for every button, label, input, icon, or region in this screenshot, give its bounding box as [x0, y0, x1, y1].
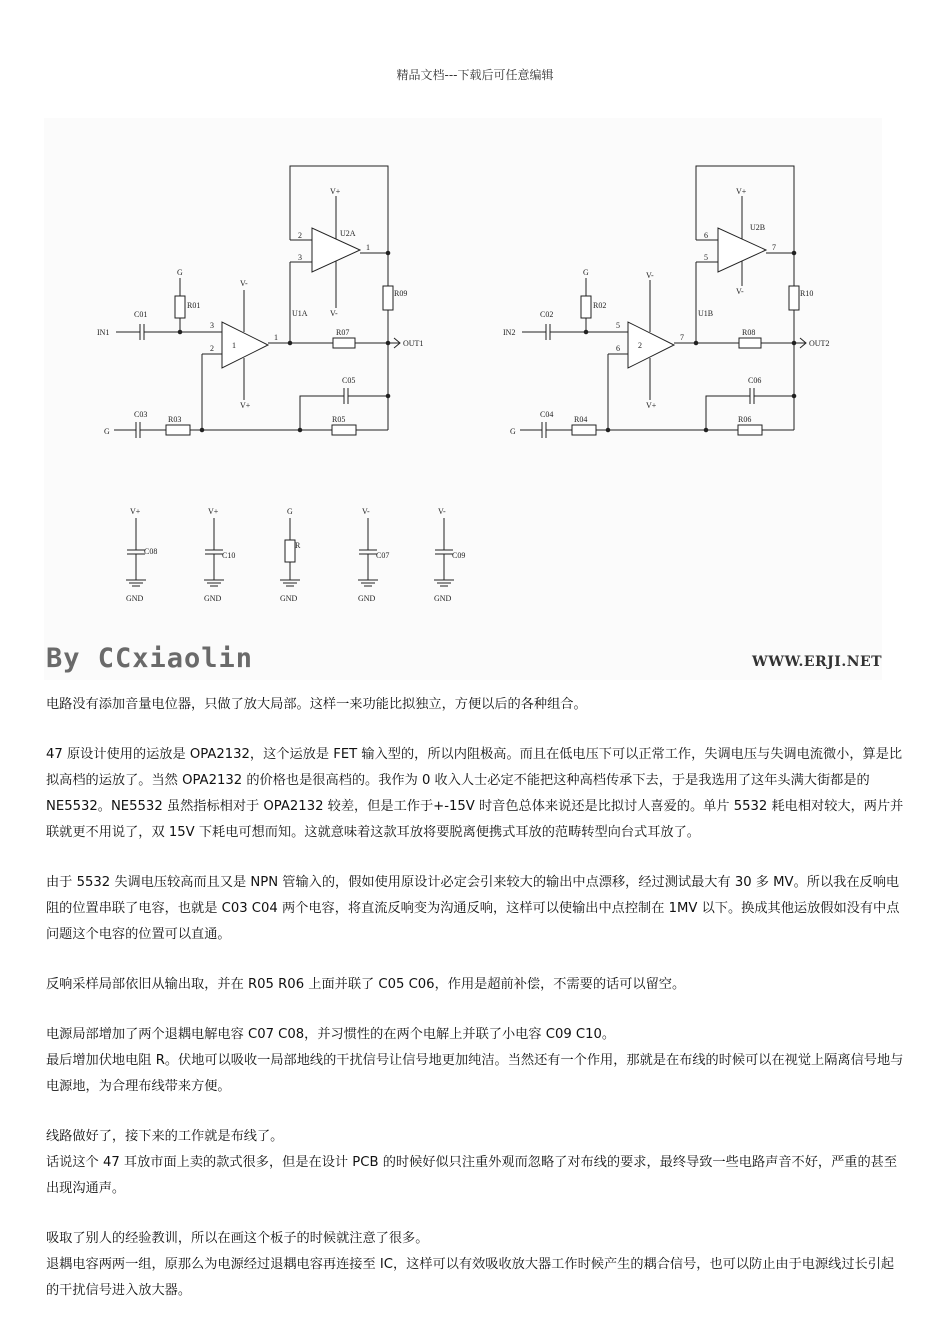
label-out2: OUT2	[809, 339, 830, 348]
label-vm-u2b: V-	[736, 287, 744, 296]
channel-1-amplifier	[114, 166, 400, 438]
supply-top-2: V+	[208, 507, 219, 516]
pin-u2b-b3: 5	[704, 253, 708, 262]
label-c03: C03	[134, 410, 148, 419]
label-g4: G	[510, 427, 516, 436]
channel-2-amplifier	[520, 166, 806, 438]
label-r08: R08	[742, 328, 756, 337]
supply-top-4: V-	[362, 507, 370, 516]
label-vm-u1: V-	[240, 279, 248, 288]
paragraph-gap	[46, 1202, 906, 1226]
paragraph: 由于 5532 失调电压较高而且又是 NPN 管输入的，假如使用原设计必定会引来较大的输出中点漂移，经过测试最大有 30 多 MV。所以我在反响电阻的位置串联了电容，也就是 C03 C04 两个电容，将直流反响变为沟通反响，这样可以使输出中点控制在 1MV 以下。换成其他运放假如没有中点问题这个电容的位置可以直通。	[46, 875, 900, 942]
pin-u1-a1: 1	[274, 333, 278, 342]
label-r06: R06	[738, 415, 752, 424]
label-r05: R05	[332, 415, 346, 424]
label-u2a: U2A	[340, 229, 356, 238]
label-in2: IN2	[503, 328, 516, 337]
supply-top-3: G	[287, 507, 293, 516]
label-r04: R04	[574, 415, 588, 424]
label-c01: C01	[134, 310, 148, 319]
label-in1: IN1	[97, 328, 110, 337]
supply-gnd-4: GND	[358, 594, 376, 603]
label-r09: R09	[394, 289, 408, 298]
paragraph: 退耦电容两两一组，原那么为电源经过退耦电容再连接至 IC，这样可以有效吸收放大器工作时候产生的耦合信号，也可以防止由于电源线过长引起的干扰信号进入放大器。	[46, 1257, 895, 1298]
label-vm-u2: V-	[330, 309, 338, 318]
pin-u1-a3: 3	[210, 321, 214, 330]
label-c04: C04	[540, 410, 554, 419]
label-c05: C05	[342, 376, 356, 385]
pin-u2-b1: 1	[366, 243, 370, 252]
pin-u2-b2: 2	[298, 231, 302, 240]
supply-part-5: C09	[452, 551, 466, 560]
label-r01: R01	[187, 301, 201, 310]
paragraph-gap	[46, 998, 906, 1022]
label-vp-u2: V+	[330, 187, 341, 196]
supply-top-5: V-	[438, 507, 446, 516]
page-header: 精品文档---下载后可任意编辑	[396, 68, 554, 82]
supply-top-1: V+	[130, 507, 141, 516]
label-g3: G	[583, 268, 589, 277]
label-u1b: U1B	[698, 309, 714, 318]
paragraph: 最后增加伏地电阻 R。伏地可以吸收一局部地线的干扰信号让信号地更加纯洁。当然还有一个作用，那就是在布线的时候可以在视觉上隔离信号地与电源地，为合理布线带来方便。	[46, 1053, 904, 1094]
supply-part-3: R	[295, 541, 301, 550]
supply-gnd-3: GND	[280, 594, 298, 603]
label-g2: G	[104, 427, 110, 436]
label-r10: R10	[800, 289, 814, 298]
label-r02: R02	[593, 301, 607, 310]
paragraph: 线路做好了，接下来的工作就是布线了。	[46, 1129, 284, 1144]
label-vp-u1: V+	[240, 401, 251, 410]
paragraph: 47 原设计使用的运放是 OPA2132，这个运放是 FET 输入型的，所以内阻极高。而且在低电压下可以正常工作，失调电压与失调电流微小，算是比拟高档的运放了。当然 OPA2132 的价格也是很高档的。我作为 0 收入人士必定不能把这种高档传承下去，于是我选用了这年头满大街都是的 NE5532。NE5532 虽然指标相对于 OPA2132 较差，但是工作于+-15V 时音色总体来说还是比拟讨人喜爱的。单片 5532 耗电相对较大，两片并联就更不用说了，双 15V 下耗电可想而知。这就意味着这款耳放将要脱离便携式耳放的范畴转型向台式耳放了。	[46, 747, 904, 840]
paragraph: 话说这个 47 耳放市面上卖的款式很多，但是在设计 PCB 的时候好似只注重外观而忽略了对布线的要求，最终导致一些电路声音不好，严重的甚至出现沟通声。	[46, 1155, 898, 1196]
paragraph: 反响采样局部依旧从输出取，并在 R05 R06 上面并联了 C05 C06，作用是超前补偿，不需要的话可以留空。	[46, 977, 686, 992]
supply-part-2: C10	[222, 551, 236, 560]
paragraph-gap	[46, 1100, 906, 1124]
label-u1a: U1A	[292, 309, 308, 318]
label-u2b: U2B	[750, 223, 766, 232]
supply-gnd-1: GND	[126, 594, 144, 603]
label-c06: C06	[748, 376, 762, 385]
paragraph-gap	[46, 846, 906, 870]
pin-u1-a2: 2	[210, 344, 214, 353]
label-opamp1-num: 1	[232, 341, 236, 350]
supply-gnd-5: GND	[434, 594, 452, 603]
label-g1: G	[177, 268, 183, 277]
pin-u2-b3: 3	[298, 253, 302, 262]
label-vp-u2b: V+	[736, 187, 747, 196]
supply-part-4: C07	[376, 551, 390, 560]
paragraph: 电路没有添加音量电位器，只做了放大局部。这样一来功能比拟独立，方便以后的各种组合。	[46, 697, 587, 712]
paragraph-gap	[46, 948, 906, 972]
paragraph: 吸取了别人的经验教训，所以在画这个板子的时候就注意了很多。	[46, 1231, 429, 1246]
supply-part-1: C08	[144, 547, 158, 556]
label-r03: R03	[168, 415, 182, 424]
circuit-schematic	[44, 118, 882, 680]
pin-u1b-a1: 7	[680, 333, 684, 342]
paragraph-gap	[46, 718, 906, 742]
label-r07: R07	[336, 328, 350, 337]
pin-u1b-a2: 6	[616, 344, 620, 353]
label-vm-u1b: V-	[646, 271, 654, 280]
label-vp-u1b: V+	[646, 401, 657, 410]
pin-u2b-b1: 7	[772, 243, 776, 252]
label-out1: OUT1	[403, 339, 424, 348]
article-body	[46, 692, 906, 1304]
pin-u1b-a3: 5	[616, 321, 620, 330]
paragraph: 电源局部增加了两个退耦电解电容 C07 C08，并习惯性的在两个电解上并联了小电容 C09 C10。	[46, 1027, 616, 1042]
label-opamp2-num: 2	[638, 341, 642, 350]
watermark-author: By CCxiaolin	[46, 643, 254, 674]
supply-decoupling	[126, 518, 454, 586]
watermark-site: WWW.ERJI.NET	[752, 654, 883, 670]
pin-u2b-b2: 6	[704, 231, 708, 240]
supply-gnd-2: GND	[204, 594, 222, 603]
label-c02: C02	[540, 310, 554, 319]
